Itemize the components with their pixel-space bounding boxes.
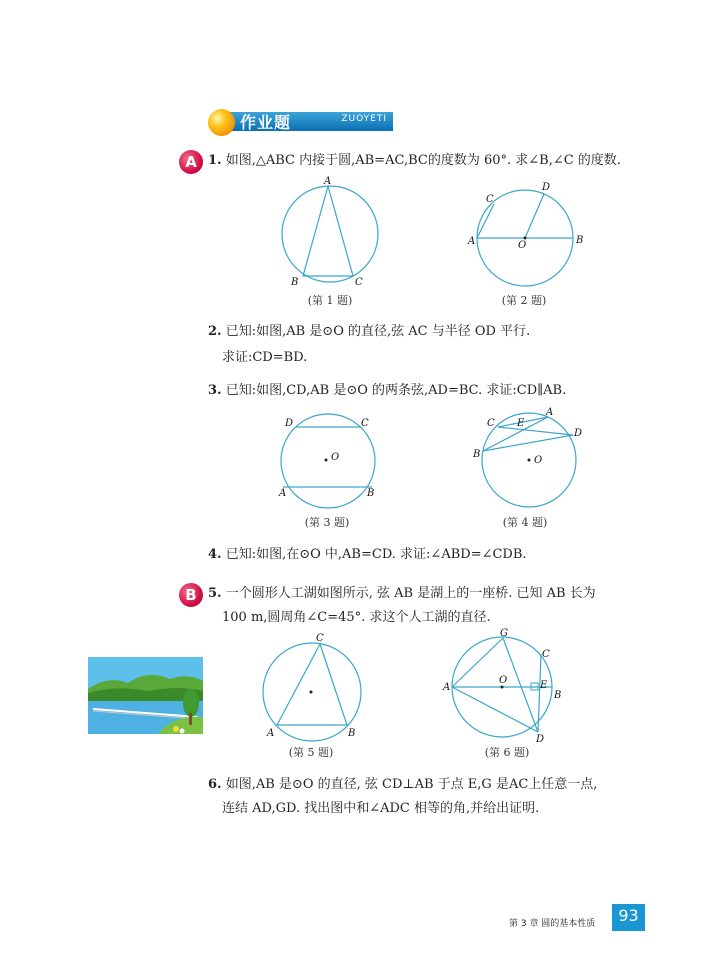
label-o: O (534, 455, 543, 466)
caption-figure-2: (第 2 题) (501, 294, 547, 307)
lake-illustration (88, 657, 203, 734)
section-badge-a: A (179, 150, 203, 174)
problem-number: 2. (208, 324, 222, 339)
figure-6 (440, 626, 570, 746)
label-b: B (291, 277, 299, 288)
problem-text: 已知:如图,AB 是⊙O 的直径,弦 AC 与半径 OD 平行. (225, 324, 531, 339)
label-c: C (316, 633, 324, 644)
label-d: D (536, 734, 545, 745)
label-b: B (576, 235, 584, 246)
problem-text: 已知:如图,在⊙O 中,AB=CD. 求证:∠ABD=∠CDB. (225, 547, 527, 562)
figure-5 (252, 630, 372, 745)
figure-4 (470, 405, 590, 515)
label-a: A (279, 488, 287, 499)
label-a: A (546, 407, 554, 418)
problem-number: 5. (208, 586, 222, 601)
label-o: O (499, 675, 508, 686)
problem-2-line-2: 求证:CD=BD. (222, 350, 308, 365)
label-c: C (355, 277, 363, 288)
label-e: E (517, 418, 525, 429)
caption-figure-6: (第 6 题) (484, 746, 530, 759)
label-o: O (518, 240, 527, 251)
page-number: 93 (618, 906, 639, 925)
problem-text: 如图,AB 是⊙O 的直径, 弦 CD⊥AB 于点 E,G 是AC上任意一点, (225, 777, 598, 792)
label-b: B (367, 488, 375, 499)
caption-figure-4: (第 4 题) (502, 516, 548, 529)
label-d: D (542, 182, 551, 193)
problem-2 (208, 322, 530, 342)
problem-5 (208, 584, 596, 604)
orange-ball-icon (208, 109, 235, 136)
label-a: A (324, 176, 332, 187)
section-badge-b: B (179, 583, 203, 607)
label-g: G (500, 628, 508, 639)
header-title: 作业题 (240, 113, 292, 132)
section-header (206, 108, 393, 134)
label-c: C (542, 649, 550, 660)
header-subtitle: ZUOYETI (341, 114, 387, 124)
label-b: B (348, 728, 356, 739)
problem-number: 6. (208, 777, 222, 792)
problem-3 (208, 381, 566, 401)
problem-6-line-2: 连结 AD,GD. 找出图中和∠ADC 相等的角,并给出证明. (222, 801, 540, 816)
figure-3 (273, 410, 383, 515)
label-c: C (487, 418, 495, 429)
label-c: C (486, 194, 494, 205)
label-c: C (361, 418, 369, 429)
problem-text: 如图,△ABC 内接于圆,AB=AC,BC的度数为 60°. 求∠B,∠C 的度数. (225, 153, 621, 168)
problem-text: 已知:如图,CD,AB 是⊙O 的两条弦,AD=BC. 求证:CD∥AB. (225, 383, 567, 398)
problem-6 (208, 775, 597, 795)
label-b: B (473, 449, 481, 460)
problem-text: 一个圆形人工湖如图所示, 弦 AB 是湖上的一座桥. 已知 AB 长为 (225, 586, 596, 601)
problem-number: 4. (208, 547, 222, 562)
problem-number: 3. (208, 383, 222, 398)
problem-5-line-2: 100 m,圆周角∠C=45°. 求这个人工湖的直径. (222, 610, 491, 625)
label-a: A (267, 728, 275, 739)
problem-4 (208, 545, 527, 565)
problem-number: 1. (208, 153, 222, 168)
label-a: A (468, 236, 476, 247)
chapter-title: 第 3 章 圆的基本性质 (509, 919, 596, 929)
label-d: D (285, 418, 294, 429)
figure-2 (463, 175, 593, 295)
caption-figure-1: (第 1 题) (307, 294, 353, 307)
label-b: B (554, 690, 562, 701)
caption-figure-5: (第 5 题) (288, 746, 334, 759)
problem-1 (208, 151, 621, 171)
label-o: O (331, 452, 340, 463)
label-e: E (540, 680, 548, 691)
label-d: D (574, 428, 583, 439)
caption-figure-3: (第 3 题) (304, 516, 350, 529)
label-a: A (443, 682, 451, 693)
figure-1 (270, 172, 390, 297)
